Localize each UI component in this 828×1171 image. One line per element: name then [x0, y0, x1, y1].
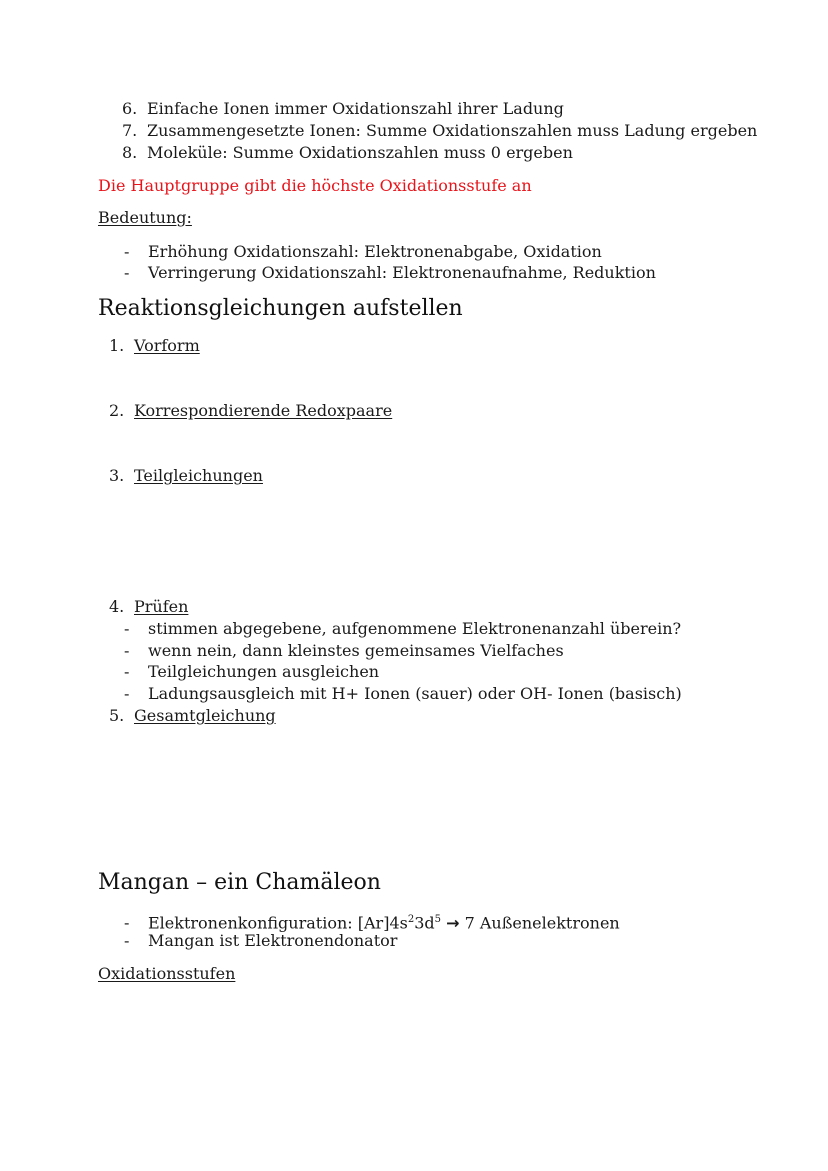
step-label: Gesamtgleichung — [134, 706, 276, 725]
config-sup: 5 — [434, 914, 441, 925]
subheading: Oxidationsstufen — [98, 964, 236, 983]
list-text: Einfache Ionen immer Oxidationszahl ihrer Ladung — [147, 99, 564, 118]
bullet-item — [124, 684, 682, 704]
step-number: 4. — [109, 597, 125, 616]
bullet-item — [124, 910, 620, 933]
bullet-item — [124, 263, 656, 283]
step-item — [109, 466, 263, 486]
step-number: 2. — [109, 401, 125, 420]
step-label: Prüfen — [134, 597, 189, 616]
bullet-dash: - — [124, 242, 130, 261]
step-item — [109, 401, 392, 421]
list-item — [122, 143, 573, 163]
bullet-text: Verringerung Oxidationszahl: Elektronenaufnahme, Reduktion — [148, 263, 656, 282]
section-title: Mangan – ein Chamäleon — [98, 870, 381, 895]
config-mid: 3d — [414, 913, 435, 933]
step-number: 1. — [109, 336, 125, 355]
bullet-dash: - — [124, 662, 130, 681]
config-sup: 2 — [407, 914, 415, 925]
bullet-text: Teilgleichungen ausgleichen — [148, 662, 380, 681]
config-label: Elektronenkonfiguration: [Ar]4s — [148, 913, 408, 933]
config-result: 7 Außenelektronen — [464, 913, 620, 933]
bullet-text: Mangan ist Elektronendonator — [148, 931, 398, 950]
list-text: Moleküle: Summe Oxidationszahlen muss 0 ergeben — [147, 143, 573, 162]
step-item — [109, 597, 188, 617]
arrow-right-icon: → — [446, 913, 460, 933]
bullet-item — [124, 242, 602, 262]
step-number: 3. — [109, 466, 125, 485]
list-item — [122, 99, 564, 119]
bullet-item — [124, 641, 564, 661]
bullet-dash: - — [124, 684, 130, 703]
bullet-item — [124, 619, 681, 639]
bullet-dash: - — [124, 913, 130, 933]
step-label: Korrespondierende Redoxpaare — [134, 401, 393, 420]
list-text: Zusammengesetzte Ionen: Summe Oxidationszahlen muss Ladung ergeben — [147, 121, 758, 140]
step-label: Vorform — [134, 336, 200, 355]
bullet-item — [124, 662, 379, 682]
bullet-item — [124, 931, 397, 951]
list-item — [122, 121, 757, 141]
bullet-dash: - — [124, 619, 130, 638]
bullet-dash: - — [124, 263, 130, 282]
list-number: 6. — [122, 99, 138, 118]
bullet-text: Ladungsausgleich mit H+ Ionen (sauer) oder OH- Ionen (basisch) — [148, 684, 682, 703]
bullet-dash: - — [124, 931, 130, 950]
list-number: 8. — [122, 143, 138, 162]
highlight-note: Die Hauptgruppe gibt die höchste Oxidationsstufe an — [98, 176, 532, 195]
bullet-text: Erhöhung Oxidationszahl: Elektronenabgabe, Oxidation — [148, 242, 602, 261]
bullet-text: stimmen abgegebene, aufgenommene Elektronenanzahl überein? — [148, 619, 682, 638]
meaning-heading: Bedeutung: — [98, 208, 192, 227]
step-item — [109, 706, 276, 726]
bullet-dash: - — [124, 641, 130, 660]
section-title: Reaktionsgleichungen aufstellen — [98, 296, 463, 321]
bullet-text: wenn nein, dann kleinstes gemeinsames Vielfaches — [148, 641, 564, 660]
step-number: 5. — [109, 706, 125, 725]
step-item — [109, 336, 200, 356]
list-number: 7. — [122, 121, 138, 140]
step-label: Teilgleichungen — [134, 466, 263, 485]
